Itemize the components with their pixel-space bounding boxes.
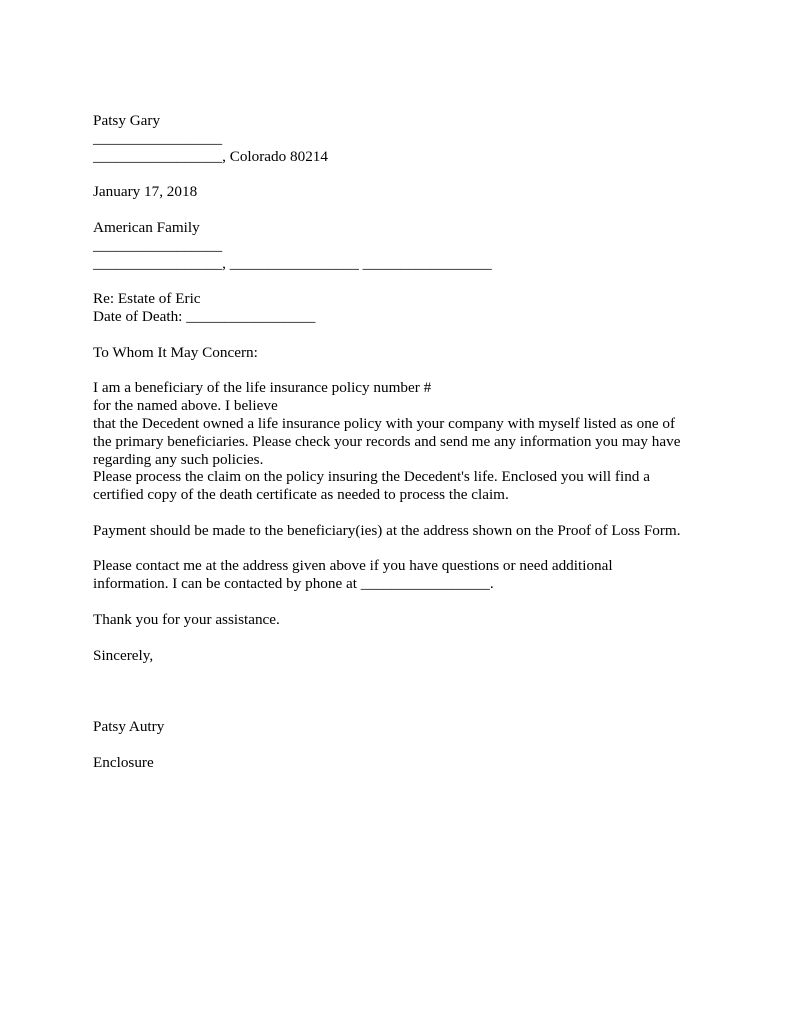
thanks-line: Thank you for your assistance.	[93, 611, 280, 628]
enclosure-note: Enclosure	[93, 754, 154, 771]
paragraph-line: regarding any such policies.	[93, 451, 264, 468]
recipient-address-line1: _________________	[93, 237, 223, 254]
date-of-death-line: Date of Death: _________________	[93, 308, 316, 325]
policy-line-start: I am a beneficiary of the life insurance policy number #	[93, 379, 432, 396]
body-paragraph-4	[93, 557, 613, 593]
body-paragraph-2	[93, 468, 650, 504]
paragraph-line: Please process the claim on the policy insuring the Decedent's life. Enclosed you will find a	[93, 468, 650, 485]
re-line: Re: Estate of Eric	[93, 290, 201, 307]
paragraph-line: that the Decedent owned a life insurance policy with your company with myself listed as one of	[93, 415, 676, 432]
paragraph-line: Payment should be made to the beneficiary(ies) at the address shown on the Proof of Loss Form.	[93, 522, 681, 539]
closing: Sincerely,	[93, 647, 154, 664]
signature-name: Patsy Autry	[93, 718, 165, 735]
paragraph-line: certified copy of the death certificate as needed to process the claim.	[93, 486, 509, 503]
sender-name: Patsy Gary	[93, 112, 161, 129]
body-paragraph-3	[93, 522, 681, 540]
recipient-address-line2: _________________, _________________ _________________	[93, 255, 492, 272]
policy-line-end: for the named above. I believe	[93, 397, 278, 414]
letter-date: January 17, 2018	[93, 183, 198, 200]
body-paragraph-1	[93, 379, 680, 469]
salutation: To Whom It May Concern:	[93, 344, 258, 361]
sender-address-line2: _________________, Colorado 80214	[93, 148, 328, 165]
recipient-name: American Family	[93, 219, 200, 236]
paragraph-line	[93, 379, 680, 415]
paragraph-line: the primary beneficiaries. Please check your records and send me any information you may have	[93, 433, 681, 450]
paragraph-line: Please contact me at the address given above if you have questions or need additional	[93, 557, 613, 574]
paragraph-line: information. I can be contacted by phone at _________________.	[93, 575, 494, 592]
sender-address-line1: _________________	[93, 130, 223, 147]
